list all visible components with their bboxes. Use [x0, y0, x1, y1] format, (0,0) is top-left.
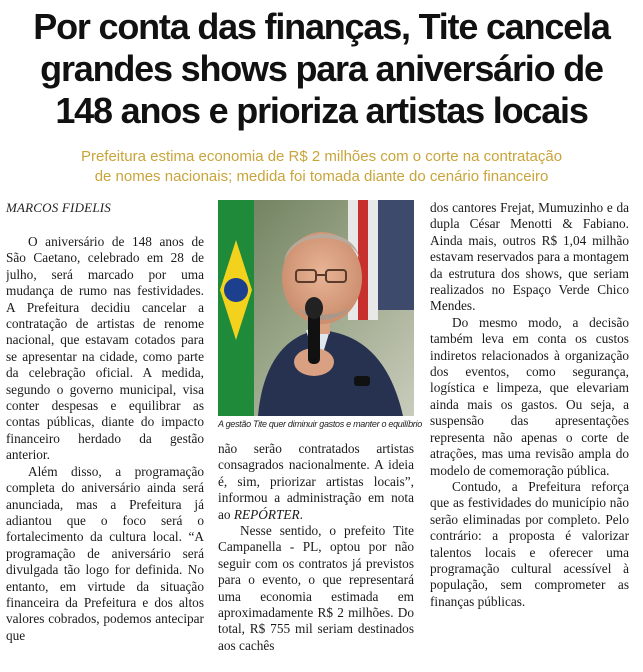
headline	[0, 0, 643, 138]
paragraph: O aniversário de 148 anos de São Caetano, celebrado em 28 de julho, será marcado por uma mudança de rumo nas festividades. A Prefeitura decidiu cancelar a contratação de artistas de renome nacional, que estavam cotados para se apresentar na cidade, como parte da celebração oficial. A medida, segundo o governo municipal, visa conter despesas e equilibrar as contas públicas, diante do impacto financeiro herdado da gestão anterior.	[6, 234, 204, 463]
article-column-3	[430, 200, 629, 670]
headline-line-3: 148 anos e prioriza artistas locais	[55, 90, 588, 131]
article-column-1	[6, 234, 204, 670]
headline-line-1: Por conta das finanças, Tite cancela	[33, 6, 610, 47]
subheadline-line-1: Prefeitura estima economia de R$ 2 milhões com o corte na contratação	[80, 148, 563, 165]
headline-line-2: grandes shows para aniversário de	[40, 48, 603, 89]
photo-illustration	[218, 200, 414, 416]
newspaper-name: REPÓRTER	[233, 506, 300, 522]
subheadline-line-2: de nomes nacionais; medida foi tomada diante do cenário financeiro	[94, 168, 549, 185]
article-column-2	[218, 441, 414, 670]
paragraph	[218, 441, 414, 523]
paragraph-text: não serão contratados artistas consagrados nacionalmente. A ideia é, sim, priorizar artistas locais”, informou a administração em nota ao	[218, 441, 414, 522]
paragraph: dos cantores Frejat, Mumuzinho e da dupla César Menotti & Fabiano. Ainda mais, outros R$ 1,04 milhão estavam reservados para a montagem da estrutura dos shows, que seriam realizados no Espaço Verde Chico Mendes.	[430, 200, 629, 314]
paragraph: Contudo, a Prefeitura reforça que as festividades do município não serão eliminadas por completo. Pelo contrário: a proposta é valorizar talentos locais e oferecer uma programação cultural acessível à população, sem comprometer as finanças públicas.	[430, 478, 629, 609]
paragraph: Do mesmo modo, a decisão também leva em conta os custos indiretos relacionados à organização dos eventos, como segurança, logística e limpeza, que elevariam ainda mais os gastos. Ou seja, a suspensão das apresentações representa não apenas o corte de atrações, mas uma revisão ampla do modelo de comemoração pública.	[430, 314, 629, 478]
paragraph: Além disso, a programação completa do aniversário ainda será anunciada, mas a Prefeitura já adiantou que o foco será o fortalecimento da cultura local. “A programação de aniversário será divulgada tão logo for definida. No entanto, em virtude da situação financeira da Prefeitura e dos altos valores cobrados, podemos antecipar que	[6, 463, 204, 643]
photo-caption: A gestão Tite quer diminuir gastos e manter o equilíbrio	[218, 419, 422, 429]
byline: MARCOS FIDELIS	[6, 200, 111, 215]
paragraph-text: .	[299, 506, 303, 522]
article-photo	[218, 200, 414, 416]
paragraph: Nesse sentido, o prefeito Tite Campanella - PL, optou por não seguir com os contratos já previstos para o evento, o que representará uma economia estimada em aproximadamente R$ 2 milhões. Do total, R$ 755 mil seriam destinados aos cachês	[218, 523, 414, 653]
subheadline	[0, 144, 643, 190]
